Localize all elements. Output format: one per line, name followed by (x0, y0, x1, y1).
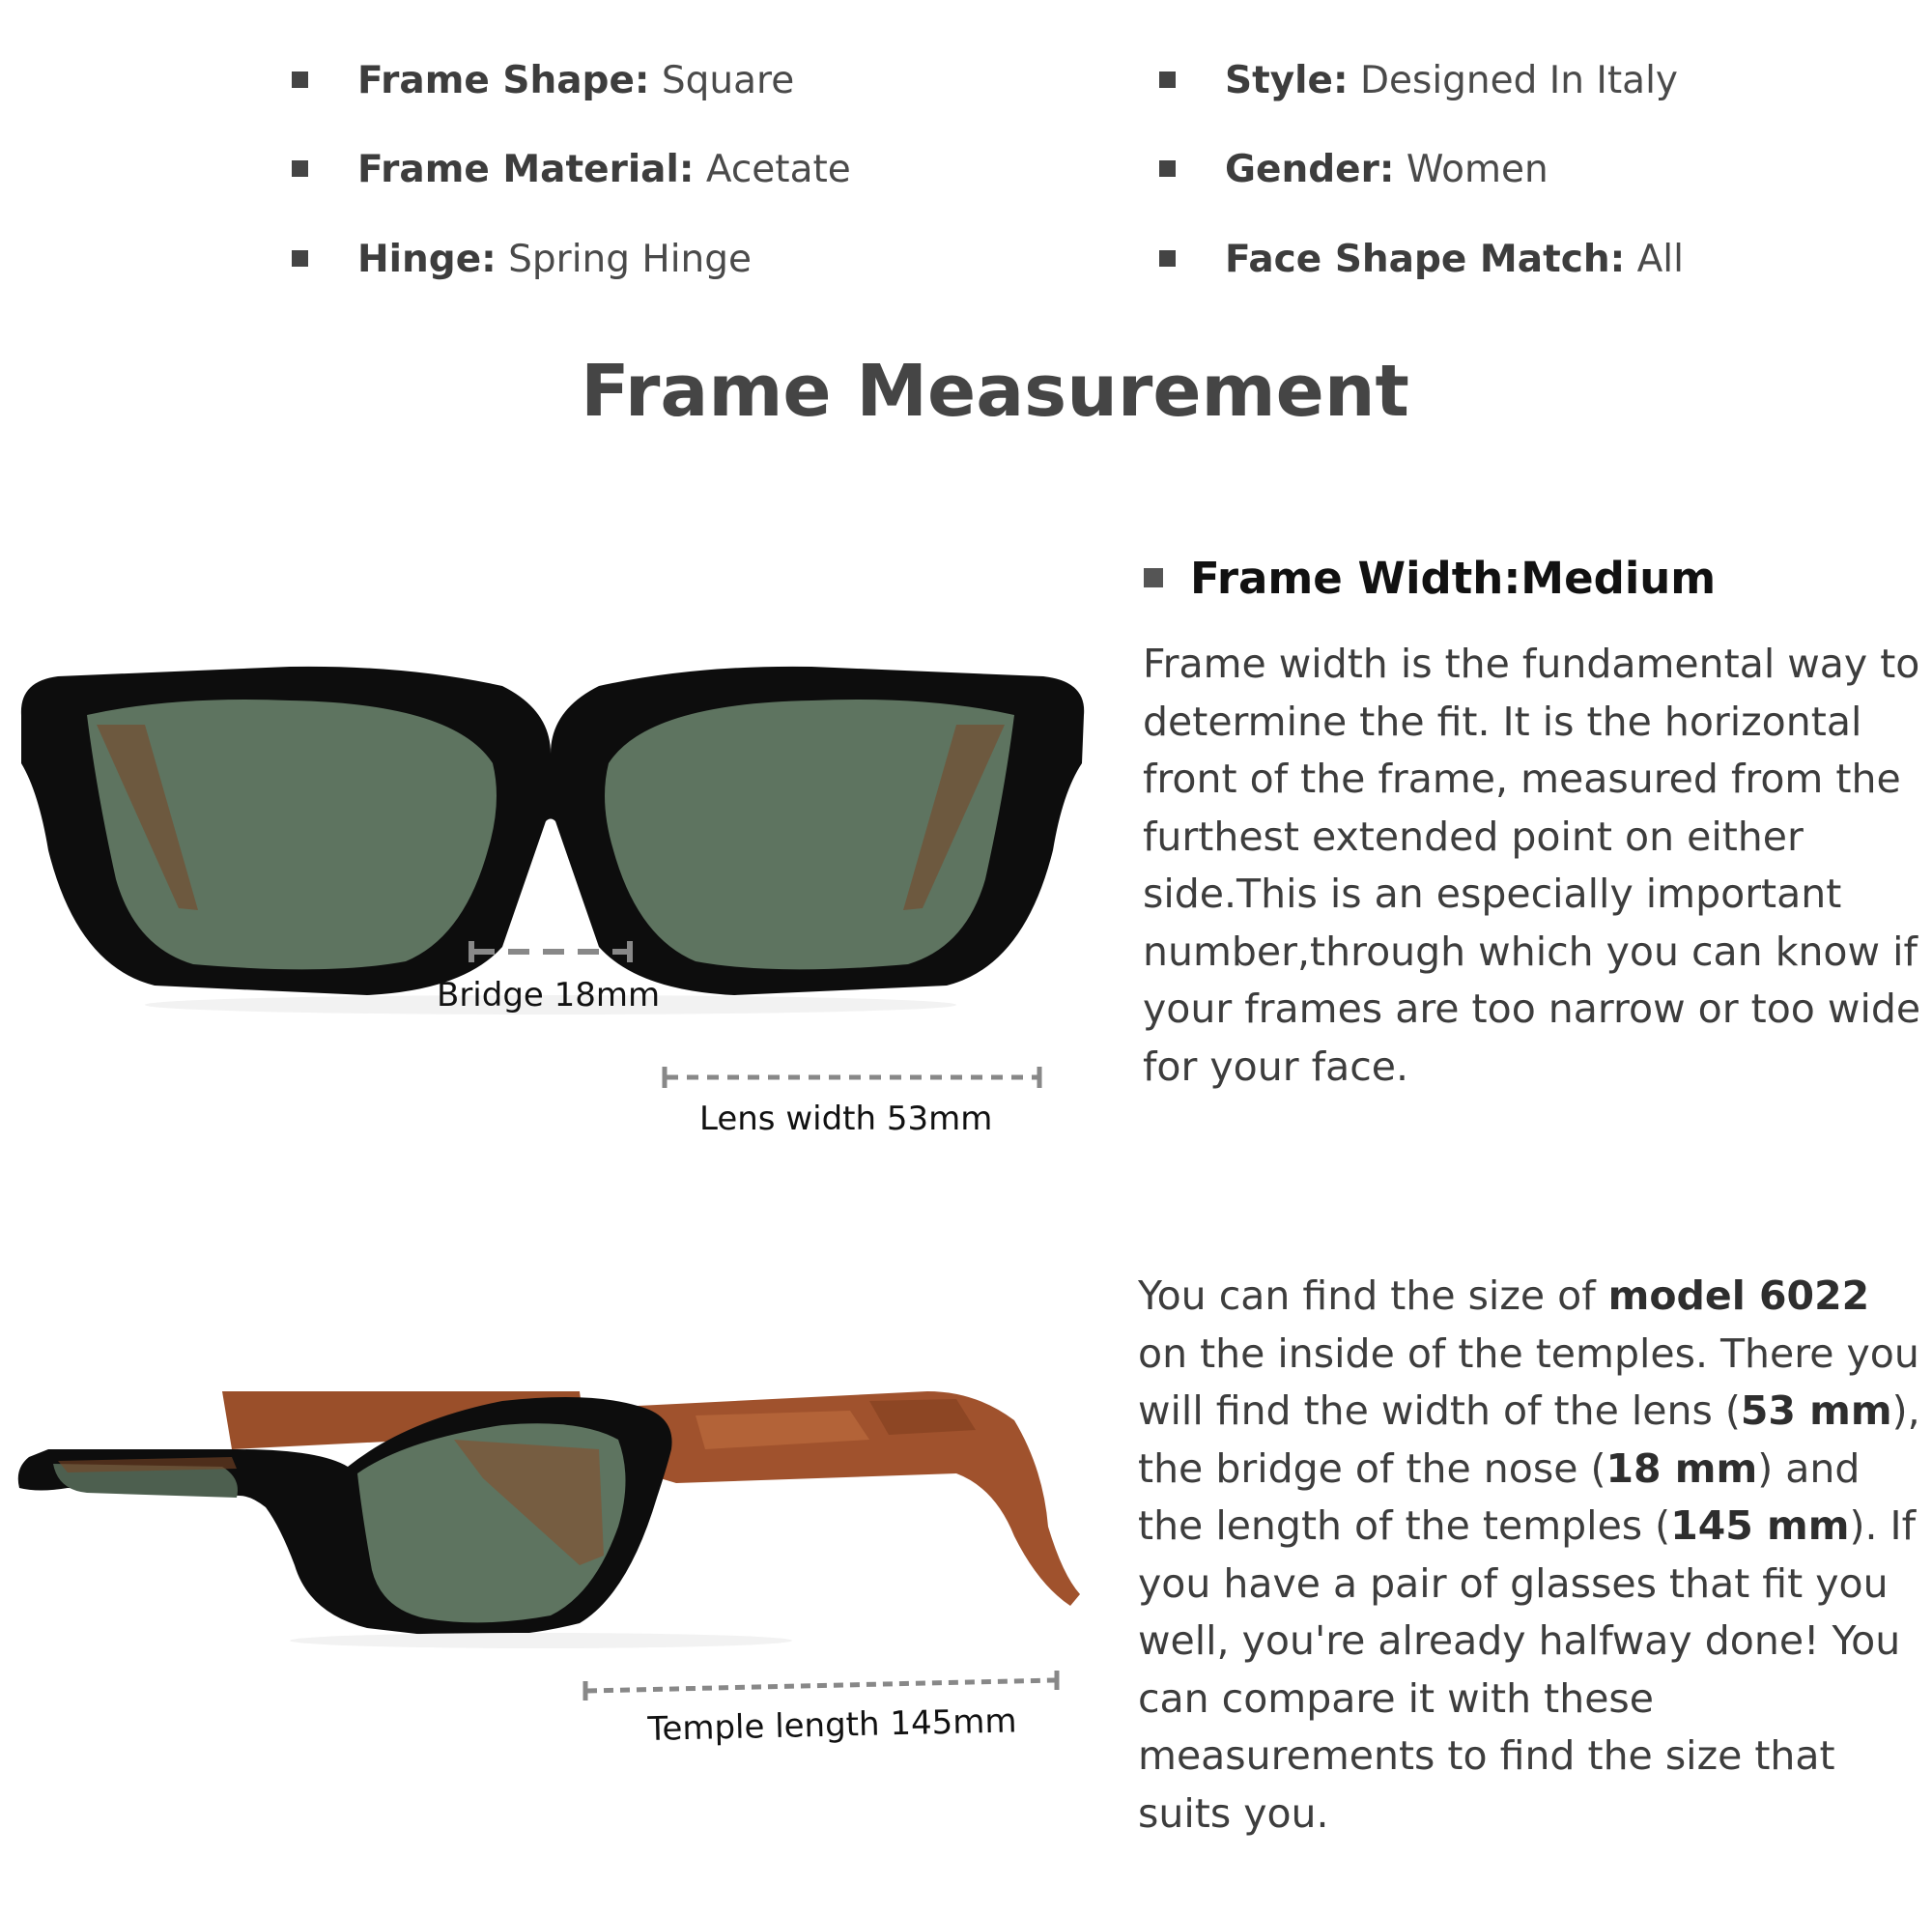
size-info-paragraph: You can find the size of model 6022 on the inside of the temples. There you will find the width of the lens (53 mm), the bridge of the nose (18 mm) and the length of the temples (145 mm). If you have a pair of glasses that fit you well, you're already halfway done! You can compare it with these measurements to find the size that suits you. (1138, 1272, 1920, 1837)
bridge-label: Bridge 18mm (437, 976, 661, 1015)
page-title: Frame Measurement (581, 350, 1409, 433)
bullet-icon (1159, 71, 1176, 88)
spec-face-shape-match: Face Shape Match: All (1225, 241, 1684, 278)
lens-size-value: 53 mm (1740, 1387, 1892, 1434)
bridge-size-value: 18 mm (1605, 1444, 1758, 1492)
spec-hinge: Hinge: Spring Hinge (357, 241, 752, 278)
spec-gender: Gender: Women (1225, 151, 1548, 188)
bridge-dimension-line (464, 937, 638, 966)
bullet-icon (1159, 160, 1176, 177)
lens-width-dimension-line (659, 1063, 1045, 1092)
bullet-icon (292, 71, 308, 88)
frame-width-description: Frame width is the fundamental way to determine the fit. It is the horizontal front of the frame, measured from the furthest extended point on either side.This is an especially important number,through which you can know if your frames are too narrow or too wide for your face. (1143, 641, 1921, 1090)
frame-width-heading: Frame Width:Medium (1190, 553, 1716, 604)
model-number: model 6022 (1607, 1272, 1870, 1319)
bullet-icon (292, 250, 308, 267)
temple-length-label: Temple length 145mm (647, 1701, 1017, 1749)
bullet-icon (292, 160, 308, 177)
bullet-icon (1159, 250, 1176, 267)
spec-frame-material: Frame Material: Acetate (357, 151, 851, 188)
temple-length-dimension-line (580, 1664, 1063, 1702)
glasses-front-image (0, 657, 1101, 1024)
spec-style: Style: Designed In Italy (1225, 62, 1678, 100)
lens-width-label: Lens width 53mm (699, 1100, 993, 1138)
bullet-icon (1144, 568, 1163, 587)
spec-frame-shape: Frame Shape: Square (357, 62, 794, 100)
temple-size-value: 145 mm (1670, 1502, 1850, 1549)
glasses-side-image (0, 1246, 1101, 1652)
